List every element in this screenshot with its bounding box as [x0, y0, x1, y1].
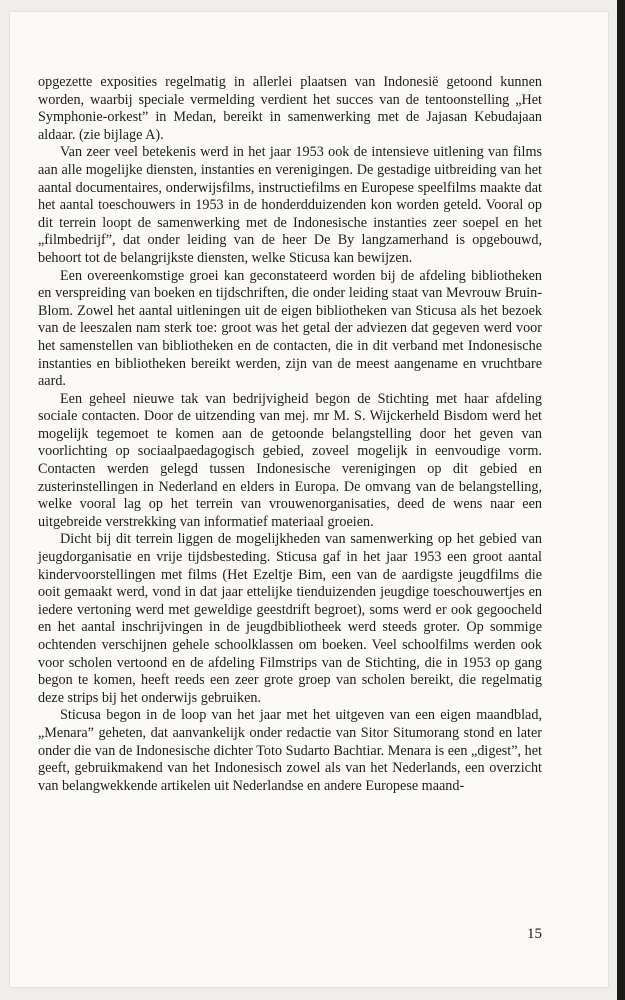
- paragraph-4: Een geheel nieuwe tak van bedrijvigheid begon de Stichting met haar afdeling sociale contacten. Door de uitzending van mej. mr M. S. Wijckerheld Bisdom werd het mogelijk tegemoet te komen aan de getoonde belangstelling door het geven van voorlichting op sociaalpaedagogisch gebied, zoveel mogelijk in eenvoudige vorm. Contacten werden gelegd tussen Indonesische verenigingen op dit gebied en zusterinstellingen in Nederland en elders in Europa. De omvang van de belangstelling, welke vooral lag op het terrein van vrouwenorganisaties, deed de wens naar een uitgebreide verstrekking van informatief materiaal groeien.: [38, 390, 542, 530]
- page-number: 15: [527, 926, 542, 942]
- page-edge-shadow: [617, 0, 625, 1000]
- paragraph-5: Dicht bij dit terrein liggen de mogelijkheden van samenwerking op het gebied van jeugdorganisatie en vrije tijdsbesteding. Sticusa gaf in het jaar 1953 een groot aantal kindervoorstellingen met films (Het Ezeltje Bim, een van de aardigste jeugdfilms die ooit gemaakt werd, vond in dat jaar ettelijke tienduizenden jeugdige toeschouwertjes en iedere vertoning werd met geweldige geestdrift begroet), soms werd er ook gegoocheld en het aantal inschrijvingen in de jeugdbibliotheek werd steeds groter. Op sommige ochtenden verschijnen gehele schoolklassen om boeken. Veel schoolfilms werden ook voor scholen vertoond en de afdeling Filmstrips van de Stichting, die in 1953 op gang begon te komen, heeft reeds een zeer grote groep van scholen bereikt, die regelmatig deze strips bij het onderwijs gebruiken.: [38, 531, 542, 706]
- paragraph-1: opgezette exposities regelmatig in allerlei plaatsen van Indonesië getoond kunnen worden, waarbij speciale vermelding verdient het succes van de tentoonstelling „Het Symphonie-orkest” in Medan, bereikt in samenwerking met de Jajasan Kebudajaan aldaar. (zie bijlage A).: [38, 74, 542, 143]
- paragraph-6: Sticusa begon in de loop van het jaar met het uitgeven van een eigen maandblad, „Menara” geheten, dat aanvankelijk onder redactie van Sitor Situmorang stond en later onder die van de Indonesische dichter Toto Sudarto Bachtiar. Menara is een „digest”, het geeft, gebruikmakend van het Indonesisch zowel als van het Nederlands, een overzicht van belangwekkende artikelen uit Nederlandse en andere Europese maand-: [38, 707, 542, 794]
- paragraph-3: Een overeenkomstige groei kan geconstateerd worden bij de afdeling bibliotheken en verspreiding van boeken en tijdschriften, die onder leiding staat van Mevrouw Bruin-Blom. Zowel het aantal uitleningen uit de eigen bibliotheken van Sticusa als het bezoek van de leeszalen nam sterk toe: groot was het getal der adviezen dat gegeven werd voor het samenstellen van bibliotheken en de contacten, die in dit verband met Indonesische instanties en bibliotheken bereikt werden, zijn van de meest aangename en vruchtbare aard.: [38, 267, 542, 390]
- body-text: [38, 74, 542, 795]
- paragraph-2: Van zeer veel betekenis werd in het jaar 1953 ook de intensieve uitlening van films aan alle mogelijke diensten, instanties en verenigingen. De gestadige uitbreiding van het aantal documentaires, onderwijsfilms, instructiefilms en Europese speelfilms maakte dat het aantal toeschouwers in 1953 in de honderdduizenden kon worden geteld. Vooral op dit terrein loopt de samenwerking met de Indonesische instanties zeer soepel en het „filmbedrijf”, dat onder leiding van de heer De By langzamerhand is opgebouwd, behoort tot de belangrijkste diensten, welke Sticusa kan bewijzen.: [38, 144, 542, 266]
